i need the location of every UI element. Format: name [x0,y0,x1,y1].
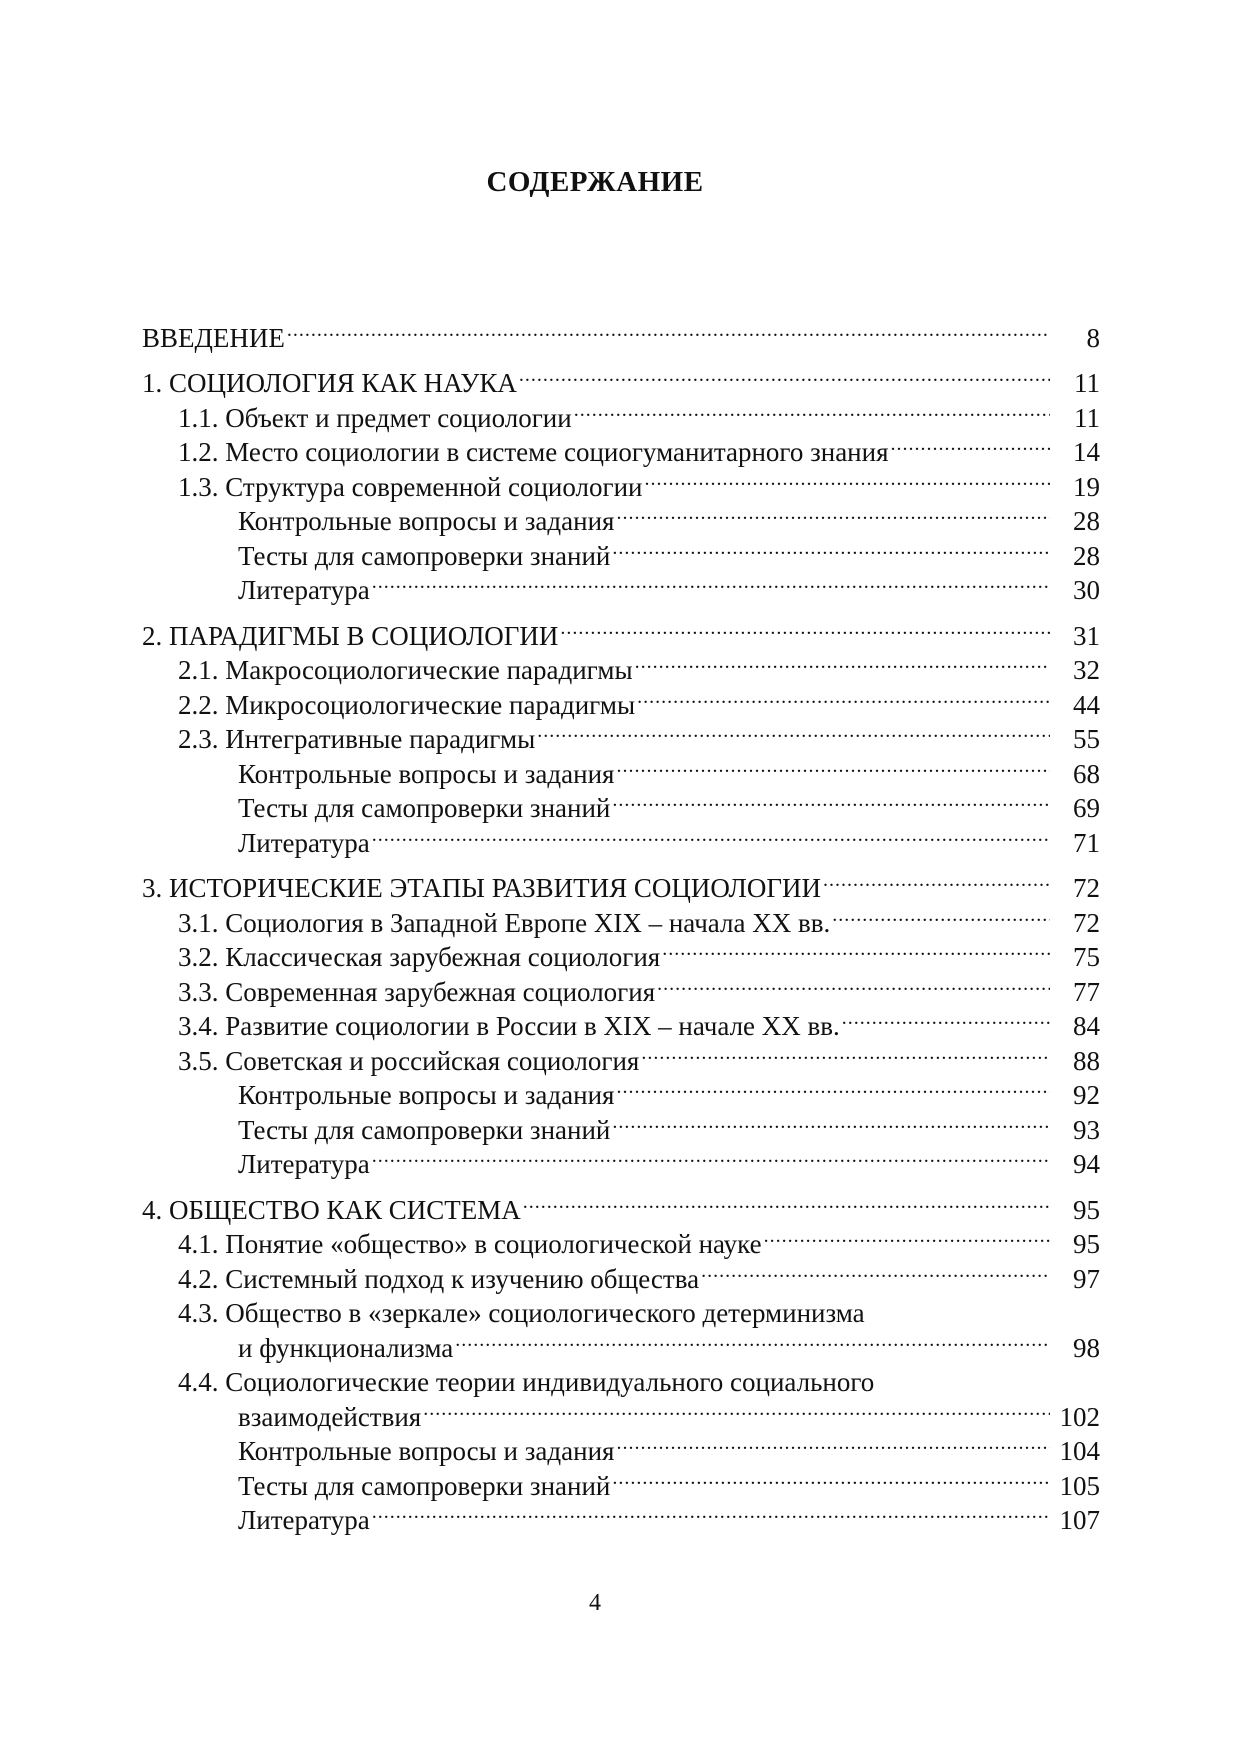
toc-entry-section-4-1[interactable] [142,1219,1100,1259]
toc-entry-title: 1.1. Объект и предмет социологии [178,402,572,433]
toc-entry-page: 44 [1073,689,1100,720]
toc-entry-page: 92 [1073,1080,1100,1110]
toc-entry-chapter-3[interactable] [142,863,1100,903]
toc-entry-page: 55 [1073,724,1100,754]
toc-entry-page: 11 [1074,402,1100,433]
dot-leader [537,714,1050,749]
toc-entry-page: 77 [1073,976,1100,1007]
dot-leader [372,1495,1050,1530]
toc-entry-questions-1[interactable] [142,496,1100,536]
toc-entry-page: 97 [1073,1263,1100,1294]
toc-entry-title: ВВЕДЕНИЕ [142,322,285,353]
toc-entry-title: 2.3. Интегративные парадигмы [178,724,536,754]
toc-entry-introduction[interactable] [142,312,1100,353]
dot-leader [662,932,1050,967]
toc-entry-title: 4.4. Социологические теории индивидуального социального [178,1367,875,1397]
dot-leader [637,679,1050,714]
dot-leader [372,817,1050,852]
toc-entry-page: 95 [1073,1229,1100,1259]
dot-leader [616,496,1050,531]
toc-entry-title: Тесты для самопроверки знаний [238,1114,611,1145]
toc-entry-section-2-2[interactable] [142,679,1100,720]
dot-leader [423,1391,1050,1426]
toc-entry-title: 3.4. Развитие социологии в России в XIX – начале XX вв. [178,1011,840,1041]
dot-leader [641,1035,1050,1070]
dot-leader [867,1288,1050,1323]
dot-leader [842,1001,1050,1036]
toc-entry-section-4-3-continued[interactable] [142,1322,1100,1363]
toc-entry-page: 11 [1074,368,1100,398]
toc-entry-page: 69 [1073,793,1100,823]
dot-leader [574,392,1050,427]
dot-leader [764,1219,1050,1254]
toc-entry-title: 3.5. Советская и российская социология [178,1045,640,1076]
toc-entry-page: 32 [1073,655,1100,685]
toc-entry-page: 107 [1059,1505,1100,1535]
toc-entry-title: Контрольные вопросы и задания [238,506,615,536]
toc-entry-page: 28 [1073,540,1100,571]
toc-entry-title: 3.2. Классическая зарубежная социология [178,942,661,972]
toc-entry-section-4-2[interactable] [142,1253,1100,1294]
toc-entry-title: 4. ОБЩЕСТВО КАК СИСТЕМА [142,1194,521,1225]
toc-entry-section-4-4-continued[interactable] [142,1391,1100,1432]
dot-leader [635,645,1050,680]
toc-entry-title: Тесты для самопроверки знаний [238,1470,611,1501]
toc-entry-page: 14 [1073,437,1100,467]
toc-entry-section-1-1[interactable] [142,392,1100,433]
toc-entry-section-4-3[interactable] [142,1288,1100,1328]
dot-leader [612,1460,1050,1495]
toc-entry-title: 1.3. Структура современной социологии [178,471,643,502]
toc-entry-section-4-4[interactable] [142,1357,1100,1397]
dot-leader [612,1104,1050,1139]
toc-entry-title: 2.1. Макросоциологические парадигмы [178,655,633,685]
toc-entry-page: 94 [1073,1149,1100,1179]
toc-entry-page: 71 [1073,827,1100,858]
dot-leader [372,565,1050,600]
toc-entry-page: 72 [1073,907,1100,938]
toc-entry-tests-4[interactable] [142,1460,1100,1501]
toc-entry-section-2-1[interactable] [142,645,1100,685]
toc-entry-title: 2. ПАРАДИГМЫ В СОЦИОЛОГИИ [142,620,559,651]
toc-entry-literature-3[interactable] [142,1139,1100,1179]
toc-entry-title: 2.2. Микросоциологические парадигмы [178,689,636,720]
toc-entry-page: 93 [1073,1114,1100,1145]
dot-leader [701,1253,1050,1288]
toc-entry-section-1-3[interactable] [142,461,1100,502]
toc-entry-page: 8 [1086,322,1100,353]
toc-entry-title: Контрольные вопросы и задания [238,758,615,789]
toc-entry-title: взаимодействия [238,1401,422,1432]
toc-entry-literature-2[interactable] [142,817,1100,858]
dot-leader [519,358,1050,393]
toc-entry-literature-1[interactable] [142,565,1100,605]
toc-entry-questions-4[interactable] [142,1426,1100,1466]
toc-entry-title: Тесты для самопроверки знаний [238,540,611,571]
toc-entry-questions-3[interactable] [142,1070,1100,1110]
dot-leader [891,427,1051,462]
table-of-contents [142,312,1100,1535]
toc-entry-page: 30 [1073,575,1100,605]
dot-leader [832,897,1050,932]
toc-entry-literature-4[interactable] [142,1495,1100,1535]
toc-entry-page: 98 [1073,1332,1100,1363]
toc-entry-tests-1[interactable] [142,530,1100,571]
dot-leader [560,610,1050,645]
toc-entry-chapter-1[interactable] [142,358,1100,398]
toc-entry-title: 4.3. Общество в «зеркале» социологического детерминизма [178,1298,865,1328]
toc-entry-page: 19 [1073,471,1100,502]
toc-entry-section-3-5[interactable] [142,1035,1100,1076]
toc-entry-title: Литература [238,827,370,858]
toc-entry-title: Литература [238,1505,370,1535]
dot-leader [657,966,1050,1001]
toc-entry-page: 75 [1073,942,1100,972]
toc-entry-title: Литература [238,1149,370,1179]
toc-entry-title: 3. ИСТОРИЧЕСКИЕ ЭТАПЫ РАЗВИТИЯ СОЦИОЛОГИИ [142,873,821,903]
toc-entry-section-3-1[interactable] [142,897,1100,938]
toc-entry-chapter-4[interactable] [142,1184,1100,1225]
dot-leader [876,1357,1050,1392]
toc-entry-page: 95 [1073,1194,1100,1225]
dot-leader [523,1184,1050,1219]
toc-entry-title: 4.2. Системный подход к изучению общества [178,1263,700,1294]
toc-entry-section-2-3[interactable] [142,714,1100,754]
toc-entry-title: 3.1. Социология в Западной Европе XIX – начала XX вв. [178,907,831,938]
dot-leader [616,748,1050,783]
dot-leader [823,863,1050,898]
toc-entry-page: 88 [1073,1045,1100,1076]
toc-entry-title: Тесты для самопроверки знаний [238,793,611,823]
dot-leader [287,312,1050,347]
dot-leader [612,530,1050,565]
toc-entry-chapter-2[interactable] [142,610,1100,651]
toc-entry-title: Литература [238,575,370,605]
toc-entry-section-1-2[interactable] [142,427,1100,467]
toc-entry-section-3-4[interactable] [142,1001,1100,1041]
dot-leader [644,461,1050,496]
toc-entry-page: 31 [1073,620,1100,651]
dot-leader [455,1322,1050,1357]
page-number: 4 [589,1590,601,1616]
toc-entry-page: 105 [1059,1470,1100,1501]
toc-entry-title: 3.3. Современная зарубежная социология [178,976,656,1007]
toc-entry-title: 1.2. Место социологии в системе социогуманитарного знания [178,437,889,467]
toc-entry-title: Контрольные вопросы и задания [238,1080,615,1110]
toc-entry-tests-2[interactable] [142,783,1100,823]
toc-entry-questions-2[interactable] [142,748,1100,789]
toc-entry-title: и функционализма [238,1332,454,1363]
toc-entry-title: 1. СОЦИОЛОГИЯ КАК НАУКА [142,368,517,398]
dot-leader [372,1139,1050,1174]
toc-entry-section-3-3[interactable] [142,966,1100,1007]
toc-entry-page: 72 [1073,873,1100,903]
toc-entry-section-3-2[interactable] [142,932,1100,972]
dot-leader [612,783,1050,818]
toc-entry-page: 84 [1073,1011,1100,1041]
dot-leader [616,1070,1050,1105]
dot-leader [616,1426,1050,1461]
page-title: СОДЕРЖАНИЕ [486,166,704,198]
toc-entry-page: 28 [1073,506,1100,536]
toc-entry-title: Контрольные вопросы и задания [238,1436,615,1466]
toc-entry-page: 68 [1073,758,1100,789]
toc-entry-page: 102 [1059,1401,1100,1432]
toc-entry-title: 4.1. Понятие «общество» в социологической науке [178,1229,762,1259]
toc-entry-page: 104 [1059,1436,1100,1466]
toc-entry-tests-3[interactable] [142,1104,1100,1145]
